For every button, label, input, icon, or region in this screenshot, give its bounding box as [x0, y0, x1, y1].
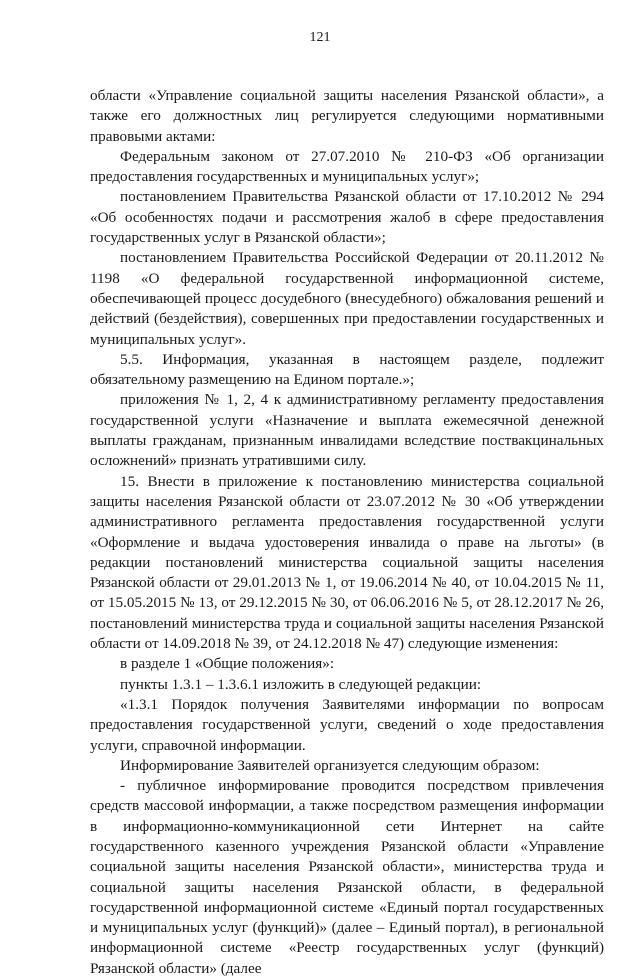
paragraph-public-informing: - публичное информирование проводится посредством привлечения средств массовой информации, а также посредством размещения информации в информационно-коммуникационной сети Интернет на сайте государственного казенного учреждения Рязанской области «Управление социальной защиты населения Рязанской области», министерства труда и социальной защиты населения Рязанской области, в федеральной государственной информационной системе «Единый портал государственных и муниципальных услуг (функций)» (далее – Единый портал), в региональной информационной системе «Реестр государственных услуг (функций) Рязанской области» (далее — [90, 777, 604, 977]
paragraph-item-15: 15. Внести в приложение к постановлению министерства социальной защиты населения Рязанской области от 23.07.2012 № 30 «Об утверждении административного регламента предоставления государственной услуги «Оформление и выдача удостоверения инвалида о праве на льготы» (в редакции постановлений министерства социальной защиты населения Рязанской области от 29.01.2013 № 1, от 19.06.2014 № 40, от 10.04.2015 № 11, от 15.05.2015 № 13, от 29.12.2015 № 30, от 06.06.2016 № 5, от 28.12.2017 № 26, постановлений министерства труда и социальной защиты населения Рязанской области от 14.09.2018 № 39, от 24.12.2018 № 47) следующие изменения: — [90, 472, 604, 653]
paragraph-1-3-1: «1.3.1 Порядок получения Заявителями информации по вопросам предоставления государственной услуги, сведений о ходе предоставления услуги, справочной информации. — [90, 695, 604, 754]
paragraph-items-1-3-1: пункты 1.3.1 – 1.3.6.1 изложить в следующей редакции: — [120, 675, 482, 693]
paragraph-appendices: приложения № 1, 2, 4 к административному регламенту предоставления государственной услуги «Назначение и выплата ежемесячной денежной выплаты гражданам, признанным инвалидами вследствие поствакцинальных осложнений» признать утратившими силу. — [90, 391, 604, 470]
paragraph-section-1: в разделе 1 «Общие положения»: — [120, 655, 335, 673]
paragraph-section-5-5: 5.5. Информация, указанная в настоящем разделе, подлежит обязательному размещению на Едином портале.»; — [90, 350, 604, 389]
paragraph-federal-law: Федеральным законом от 27.07.2010 № 210-ФЗ «Об организации предоставления государственных и муниципальных услуг»; — [90, 147, 604, 186]
paragraph-ryazan-resolution: постановлением Правительства Рязанской области от 17.10.2012 № 294 «Об особенностях подачи и рассмотрения жалоб в сфере предоставления государственных услуг в Рязанской области»; — [90, 188, 604, 247]
paragraph-rf-resolution: постановлением Правительства Российской Федерации от 20.11.2012 № 1198 «О федеральной государственной информационной системе, обеспечивающей процесс досудебного (внесудебного) обжалования решений и действий (бездействия), совершенных при предоставлении государственных и муниципальных услуг». — [90, 249, 604, 348]
paragraph-informing: Информирование Заявителей организуется следующим образом: — [120, 756, 540, 774]
page-number: 121 — [309, 30, 331, 45]
document-body — [90, 86, 604, 979]
paragraph-continuation: области «Управление социальной защиты населения Рязанской области», а также его должностных лиц регулируется следующими нормативными правовыми актами: — [90, 87, 604, 145]
